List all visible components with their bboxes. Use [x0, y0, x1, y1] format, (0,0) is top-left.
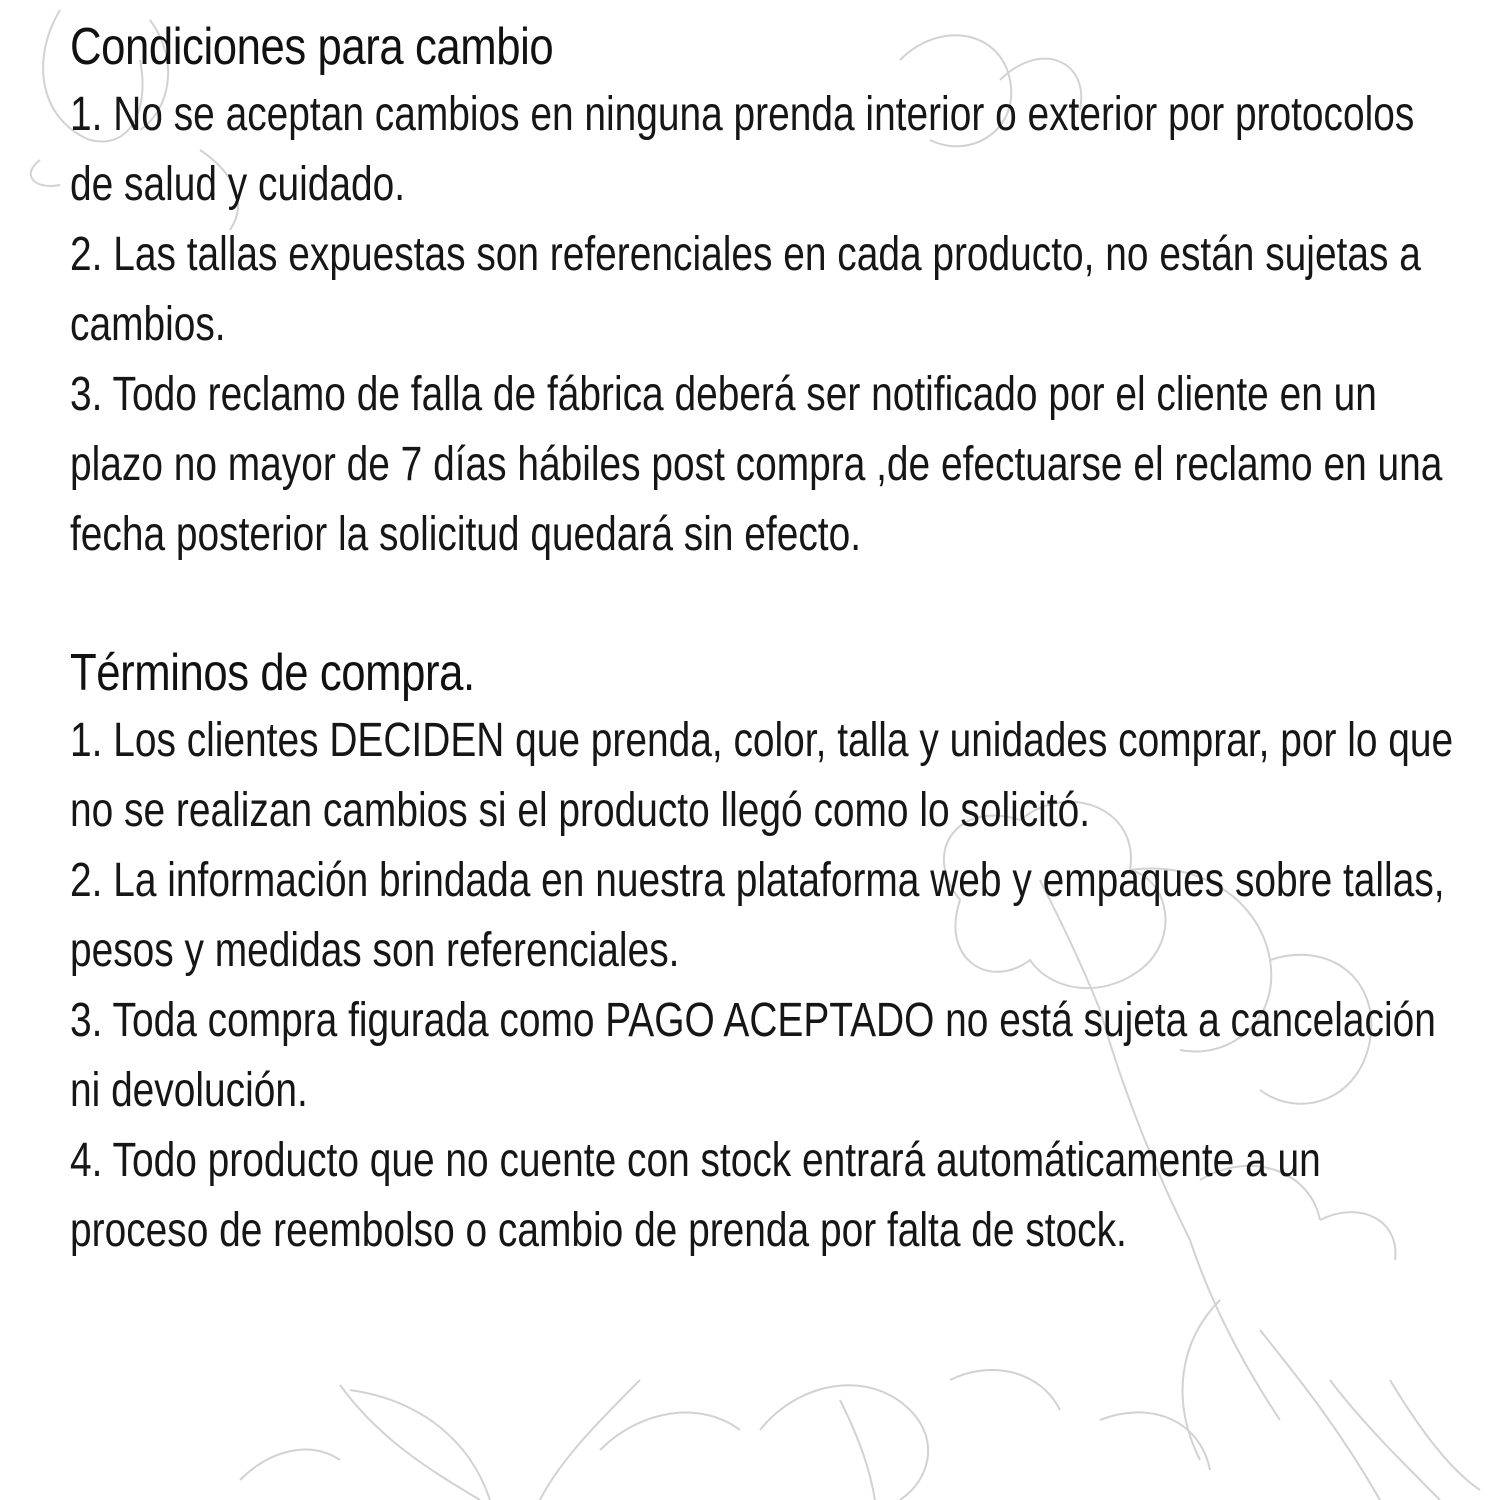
- purchase-term-item-2: [70, 846, 1467, 986]
- policy-content: [70, 14, 1470, 1266]
- item-text: Los clientes DECIDEN que prenda, color, talla y unidades comprar, por lo que no se realizan cambios si el producto llegó como lo solicitó.: [70, 714, 1454, 837]
- exchange-condition-item-1: [70, 80, 1467, 220]
- exchange-condition-item-3: [70, 360, 1467, 570]
- purchase-term-item-4: [70, 1126, 1467, 1266]
- purchase-term-item-1: [70, 706, 1467, 846]
- item-text: Las tallas expuestas son referenciales en cada producto, no están sujetas a cambios.: [70, 228, 1421, 351]
- exchange-conditions-section: [70, 14, 1470, 570]
- item-text: Toda compra figurada como PAGO ACEPTADO no está sujeta a cancelación ni devolución.: [70, 994, 1436, 1117]
- exchange-conditions-heading: Condiciones para cambio: [70, 18, 554, 76]
- item-number: 4.: [70, 1134, 103, 1187]
- item-text: Todo reclamo de falla de fábrica deberá ser notificado por el cliente en un plazo no mayor de 7 días hábiles post compra ,de efectuarse el reclamo en una fecha posterior la solicitud quedará sin efecto.: [70, 368, 1443, 561]
- item-number: 3.: [70, 994, 103, 1047]
- purchase-terms-section: [70, 640, 1470, 1266]
- item-number: 3.: [70, 368, 103, 421]
- item-number: 2.: [70, 228, 103, 281]
- item-number: 1.: [70, 88, 103, 141]
- item-text: No se aceptan cambios en ninguna prenda interior o exterior por protocolos de salud y cuidado.: [70, 88, 1415, 211]
- purchase-terms-heading: Términos de compra.: [70, 644, 475, 702]
- item-text: Todo producto que no cuente con stock entrará automáticamente a un proceso de reembolso o cambio de prenda por falta de stock.: [70, 1134, 1321, 1257]
- item-number: 1.: [70, 714, 103, 767]
- exchange-condition-item-2: [70, 220, 1467, 360]
- purchase-term-item-3: [70, 986, 1467, 1126]
- item-number: 2.: [70, 854, 103, 907]
- item-text: La información brindada en nuestra plataforma web y empaques sobre tallas, pesos y medidas son referenciales.: [70, 854, 1445, 977]
